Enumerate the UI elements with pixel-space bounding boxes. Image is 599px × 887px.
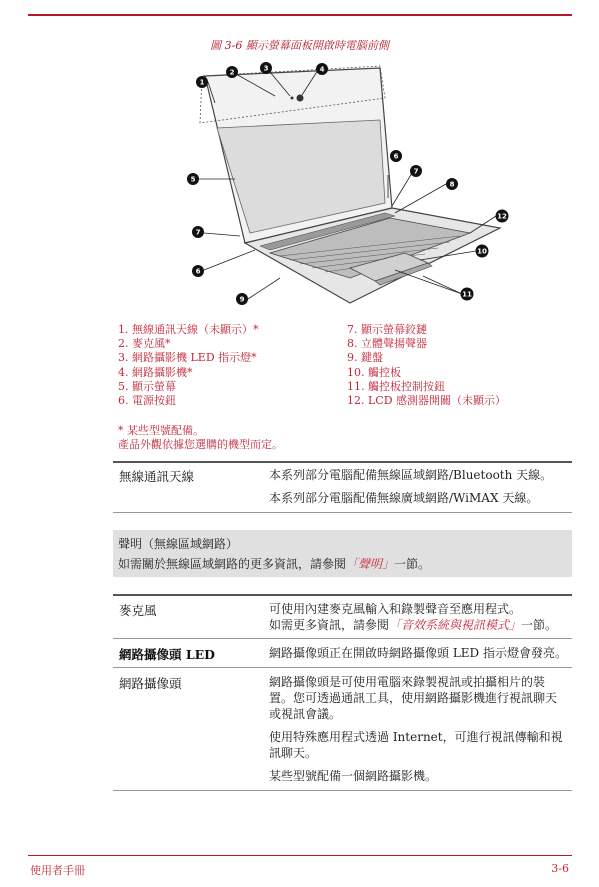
callout-9: 9 (239, 295, 245, 304)
legend-left-column (118, 323, 259, 408)
desc-webcam-led (269, 645, 572, 661)
wlan-notice-box (113, 530, 572, 577)
desc-antenna-1: 本系列部分電腦配備無線區域網路/Bluetooth 天線。 (269, 468, 553, 482)
legend-item: 11. 觸控板控制按鈕 (347, 379, 445, 393)
term-mic: 麥克風 (119, 603, 157, 618)
desc-mic-1: 可使用內建麥克風輸入和錄製聲音至應用程式。 (269, 602, 522, 616)
legend-item: 7. 顯示螢幕鉸鏈 (347, 323, 427, 336)
callout-1: 1 (199, 78, 205, 87)
callout-6-right: 6 (393, 152, 399, 161)
term-antenna: 無線通訊天線 (119, 469, 195, 484)
notice-title: 聲明（無線區域網路） (118, 537, 239, 551)
term-webcam: 網路攝像頭 (119, 676, 182, 691)
notice-text-before: 如需關於無線區域網路的更多資訊，請參閱 (118, 557, 347, 571)
table-row (113, 463, 572, 513)
desc-webcam (269, 674, 572, 784)
desc-mic-2-after: 一節。 (521, 618, 558, 632)
footer-manual-title: 使用者手冊 (30, 864, 85, 877)
notice-text-after: 一節。 (394, 557, 431, 571)
callout-11: 11 (462, 290, 472, 299)
desc-webcam-2: 使用特殊應用程式透過 Internet，可進行視訊傳輸和視訊聊天。 (269, 730, 563, 760)
legend-item: 9. 鍵盤 (347, 351, 383, 365)
callout-7-right: 7 (413, 167, 419, 176)
callout-4: 4 (319, 65, 325, 74)
bottom-rule (28, 855, 572, 856)
desc-webcam-led-1: 網路攝像頭正在開啟時網路攝像頭 LED 指示燈會發亮。 (269, 646, 567, 660)
legend-item: 6. 電源按鈕 (118, 394, 176, 408)
desc-webcam-1: 網路攝像頭是可使用電腦來錄製視訊或拍攝相片的裝置。您可透過通訊工具，使用網路攝影機進行視訊聊天或視訊會議。 (269, 675, 558, 721)
desc-mic-2 (269, 617, 568, 633)
audio-section-link[interactable]: 「音效系統與視訊模式」 (389, 618, 522, 632)
legend-item: 12. LCD 感測器開關（未顯示） (347, 394, 507, 408)
footnote (118, 424, 283, 452)
callout-5: 5 (190, 175, 196, 184)
legend-item: 4. 網路攝影機* (118, 365, 193, 379)
desc-webcam-3: 某些型號配備一個網路攝影機。 (269, 769, 438, 783)
footnote-line-1: * 某些型號配備。 (118, 424, 204, 437)
notice-link[interactable]: 「聲明」 (346, 557, 395, 571)
legend-item: 1. 無線通訊天線（未顯示）* (118, 323, 259, 336)
legend-item: 2. 麥克風* (118, 337, 171, 351)
table-row (113, 668, 572, 791)
notice-text (118, 555, 430, 572)
callout-12: 12 (497, 212, 507, 221)
figure-caption: 圖 3-6 顯示螢幕面板開啟時電腦前側 (210, 39, 389, 52)
desc-mic-2-before: 如需更多資訊，請參閱 (269, 618, 390, 632)
callout-8: 8 (449, 180, 455, 189)
callout-3: 3 (263, 64, 269, 73)
desc-antenna (269, 467, 572, 506)
callout-7-left: 7 (195, 228, 201, 237)
table-row (113, 596, 572, 639)
table-row (113, 639, 572, 668)
camera-table (113, 594, 572, 791)
webcam-led-icon (291, 97, 294, 100)
desc-antenna-2: 本系列部分電腦配備無線廣域網路/WiMAX 天線。 (269, 491, 539, 505)
antenna-table (113, 461, 572, 513)
legend-item: 10. 觸控板 (347, 365, 401, 379)
term-webcam-led: 網路攝像頭 LED (119, 647, 216, 662)
desc-mic (269, 601, 572, 633)
callout-6: 6 (195, 267, 201, 276)
callout-10: 10 (477, 247, 487, 256)
legend-right-column (347, 323, 506, 408)
laptop-figure (180, 58, 520, 308)
footnote-line-2: 產品外觀依據您選購的機型而定。 (118, 438, 283, 451)
top-rule (28, 14, 572, 16)
legend-item: 5. 顯示螢幕 (118, 379, 176, 393)
legend-item: 3. 網路攝影機 LED 指示燈* (118, 351, 257, 365)
webcam-icon (297, 95, 304, 102)
footer-page-number: 3-6 (551, 862, 569, 875)
callout-2: 2 (229, 68, 235, 77)
legend-item: 8. 立體聲揚聲器 (347, 337, 427, 351)
